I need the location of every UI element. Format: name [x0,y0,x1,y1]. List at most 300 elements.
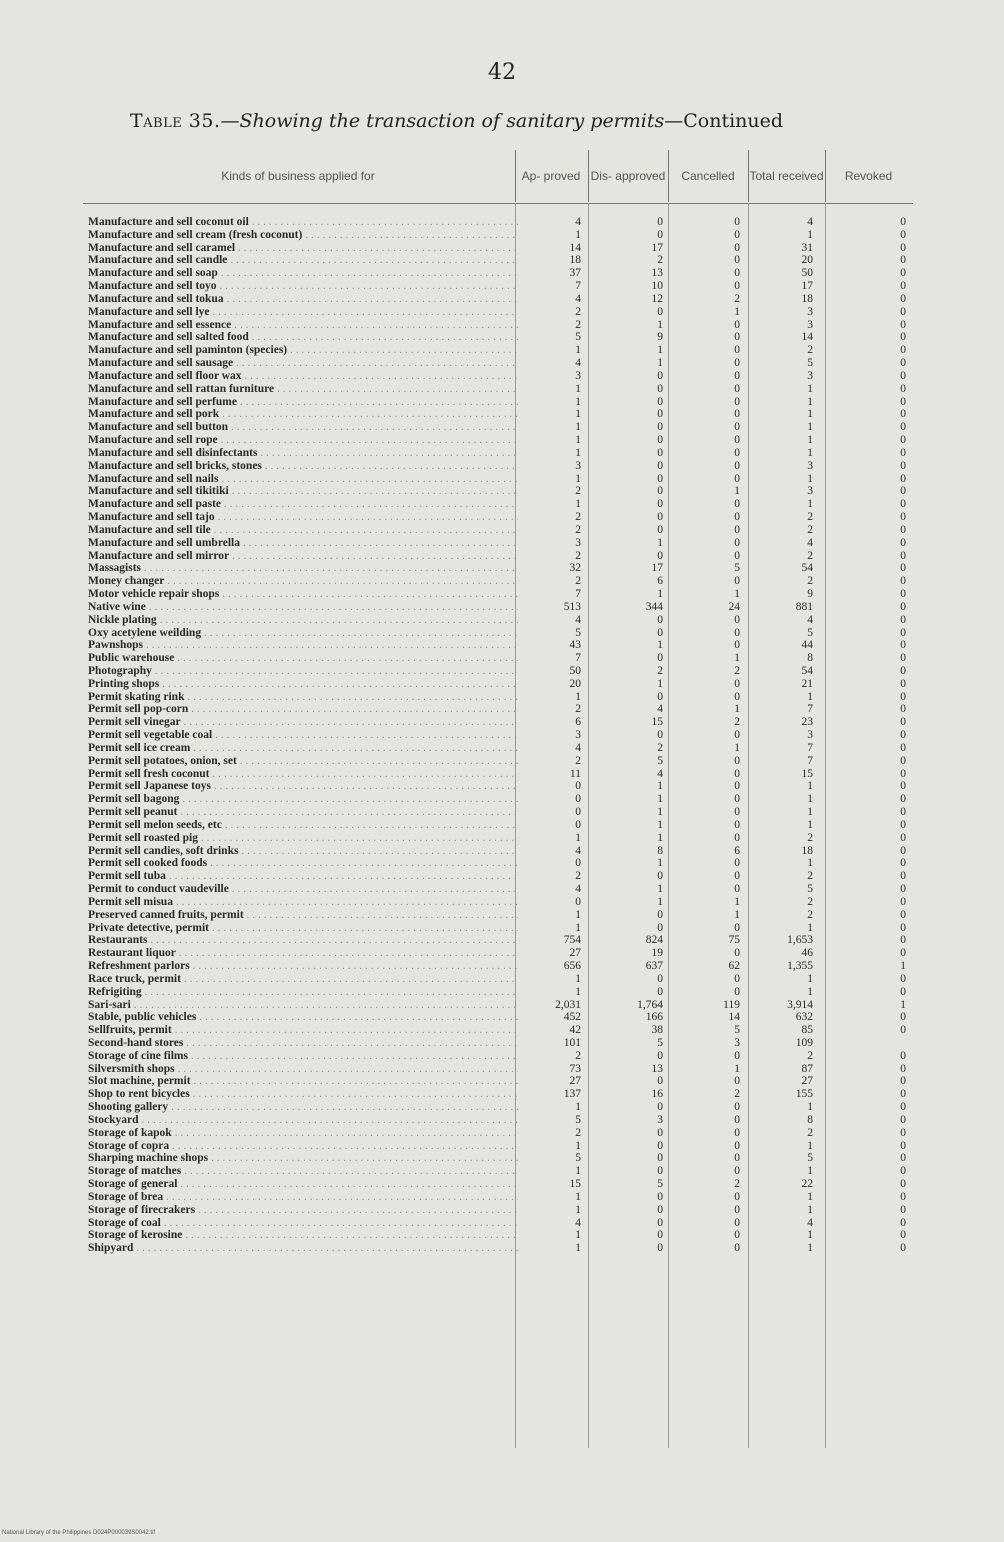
cancelled-cell: 0 [734,1152,740,1165]
business-kind-cell: Permit sell potatoes, onion, set . . . [88,755,518,768]
cancelled-cell: 0 [734,1216,740,1229]
business-kind-cell: Manufacture and sell sausage . . . [88,357,518,370]
table-row [83,1024,913,1037]
disapproved-cell: 0 [657,459,663,472]
revoked-cell: 0 [900,1190,906,1203]
disapproved-cell: 17 [651,241,663,254]
total-cell: 85 [801,1024,813,1037]
total-cell: 1 [807,421,813,434]
cancelled-cell: 0 [734,408,740,421]
business-kind-cell: Shipyard . . . [88,1242,518,1255]
table-row [83,575,913,588]
revoked-cell: 1 [900,960,906,973]
cancelled-cell: 0 [734,613,740,626]
scan-footer-note: National Library of the Philippines D024P000039S0042.tif [2,1530,156,1536]
cancelled-cell: 0 [734,267,740,280]
revoked-cell: 0 [900,511,906,524]
approved-cell: 2 [575,1049,581,1062]
business-kind-cell: Slot machine, permit . . . [88,1075,518,1088]
approved-cell: 1 [575,1165,581,1178]
total-cell: 1 [807,793,813,806]
business-kind-cell: Pawnshops . . . [88,639,518,652]
total-cell: 2 [807,1126,813,1139]
total-cell: 14 [801,331,813,344]
approved-cell: 0 [575,895,581,908]
revoked-cell: 0 [900,228,906,241]
table-row [83,434,913,447]
disapproved-cell: 0 [657,1165,663,1178]
cancelled-cell: 5 [734,562,740,575]
approved-cell: 2 [575,549,581,562]
business-kind-cell: Manufacture and sell bricks, stones . . . [88,460,518,473]
approved-cell: 2 [575,305,581,318]
disapproved-cell: 0 [657,1075,663,1088]
disapproved-cell: 0 [657,652,663,665]
cancelled-cell: 0 [734,216,740,228]
disapproved-cell: 0 [657,485,663,498]
disapproved-cell: 0 [657,305,663,318]
business-kind-cell: Second-hand stores . . . [88,1037,518,1050]
table-row [83,1191,913,1204]
disapproved-cell: 0 [657,498,663,511]
disapproved-cell: 0 [657,408,663,421]
revoked-cell: 0 [900,241,906,254]
disapproved-cell: 0 [657,1229,663,1242]
total-cell: 5 [807,883,813,896]
cancelled-cell: 0 [734,318,740,331]
cancelled-cell: 0 [734,1190,740,1203]
table-row [83,819,913,832]
revoked-cell: 0 [900,1139,906,1152]
revoked-cell: 0 [900,741,906,754]
disapproved-cell: 19 [651,947,663,960]
revoked-cell: 0 [900,459,906,472]
cancelled-cell: 0 [734,729,740,742]
total-cell: 2 [807,895,813,908]
total-cell: 155 [795,1088,813,1101]
revoked-cell: 0 [900,600,906,613]
revoked-cell: 0 [900,806,906,819]
cancelled-cell: 0 [734,870,740,883]
disapproved-cell: 0 [657,985,663,998]
cancelled-cell: 0 [734,972,740,985]
revoked-cell: 0 [900,972,906,985]
table-row [83,396,913,409]
cancelled-cell: 0 [734,1229,740,1242]
revoked-cell: 0 [900,408,906,421]
table-row [83,793,913,806]
approved-cell: 1 [575,344,581,357]
disapproved-cell: 0 [657,228,663,241]
total-cell: 54 [801,562,813,575]
table-row [83,870,913,883]
approved-cell: 1 [575,1242,581,1255]
approved-cell: 4 [575,216,581,228]
table-row [83,537,913,550]
business-kind-cell: Stockyard . . . [88,1114,518,1127]
revoked-cell: 0 [900,498,906,511]
header-disapproved: Dis- approved [590,168,666,183]
business-kind-cell: Manufacture and sell toyo . . . [88,280,518,293]
cancelled-cell: 1 [734,588,740,601]
cancelled-cell: 0 [734,1049,740,1062]
cancelled-cell: 0 [734,818,740,831]
cancelled-cell: 6 [734,844,740,857]
disapproved-cell: 2 [657,741,663,754]
table-title-tail: —Continued [664,110,784,132]
disapproved-cell: 1 [657,818,663,831]
disapproved-cell: 1 [657,806,663,819]
approved-cell: 32 [569,562,581,575]
cancelled-cell: 1 [734,741,740,754]
table-row [83,293,913,306]
business-kind-cell: Stable, public vehicles . . . [88,1011,518,1024]
approved-cell: 0 [575,780,581,793]
approved-cell: 14 [569,241,581,254]
business-kind-cell: Permit sell fresh coconut . . . [88,768,518,781]
disapproved-cell: 2 [657,254,663,267]
business-kind-cell: Nickle plating . . . [88,614,518,627]
table-row [83,421,913,434]
approved-cell: 27 [569,947,581,960]
disapproved-cell: 0 [657,908,663,921]
cancelled-cell: 0 [734,331,740,344]
header-total: Total received [749,168,824,183]
total-cell: 50 [801,267,813,280]
table-row [83,1127,913,1140]
total-cell: 3 [807,369,813,382]
total-cell: 8 [807,652,813,665]
cancelled-cell: 0 [734,498,740,511]
approved-cell: 1 [575,408,581,421]
disapproved-cell: 0 [657,729,663,742]
business-kind-cell: Manufacture and sell cream (fresh coconut) . . . [88,229,518,242]
table-row [83,498,913,511]
approved-cell: 5 [575,1113,581,1126]
table-row [83,562,913,575]
disapproved-cell: 12 [651,292,663,305]
cancelled-cell: 0 [734,626,740,639]
cancelled-cell: 0 [734,549,740,562]
table-row [83,832,913,845]
total-cell: 18 [801,844,813,857]
disapproved-cell: 3 [657,1113,663,1126]
total-cell: 2 [807,831,813,844]
table-row [83,729,913,742]
disapproved-cell: 1 [657,895,663,908]
disapproved-cell: 0 [657,472,663,485]
approved-cell: 3 [575,536,581,549]
revoked-cell: 0 [900,664,906,677]
table-row [83,242,913,255]
revoked-cell: 0 [900,523,906,536]
total-cell: 4 [807,216,813,228]
total-cell: 1 [807,472,813,485]
approved-cell: 137 [563,1088,581,1101]
approved-cell: 1 [575,972,581,985]
cancelled-cell: 0 [734,421,740,434]
total-cell: 2 [807,549,813,562]
approved-cell: 4 [575,357,581,370]
cancelled-cell: 5 [734,1024,740,1037]
total-cell: 3 [807,305,813,318]
table-row [83,550,913,563]
revoked-cell: 0 [900,280,906,293]
business-kind-cell: Manufacture and sell button . . . [88,421,518,434]
business-kind-cell: Storage of kerosine . . . [88,1229,518,1242]
business-kind-cell: Permit sell vegetable coal . . . [88,729,518,742]
approved-cell: 7 [575,652,581,665]
table-row [83,588,913,601]
disapproved-cell: 1 [657,536,663,549]
business-kind-cell: Manufacture and sell tikitiki . . . [88,485,518,498]
cancelled-cell: 1 [734,305,740,318]
disapproved-cell: 0 [657,216,663,228]
cancelled-cell: 0 [734,1242,740,1255]
business-kind-cell: Silversmith shops . . . [88,1063,518,1076]
disapproved-cell: 1 [657,831,663,844]
business-kind-cell: Manufacture and sell pork . . . [88,408,518,421]
revoked-cell: 0 [900,446,906,459]
cancelled-cell: 0 [734,831,740,844]
approved-cell: 42 [569,1024,581,1037]
table-row [83,947,913,960]
revoked-cell: 0 [900,677,906,690]
approved-cell: 1 [575,382,581,395]
table-row [83,447,913,460]
total-cell: 3 [807,485,813,498]
revoked-cell: 0 [900,292,906,305]
disapproved-cell: 0 [657,382,663,395]
total-cell: 7 [807,703,813,716]
cancelled-cell: 0 [734,806,740,819]
approved-cell: 2 [575,870,581,883]
cancelled-cell: 1 [734,652,740,665]
table-row [83,485,913,498]
disapproved-cell: 1 [657,883,663,896]
cancelled-cell: 0 [734,1075,740,1088]
disapproved-cell: 824 [645,934,663,947]
revoked-cell: 0 [900,857,906,870]
disapproved-cell: 10 [651,280,663,293]
revoked-cell: 0 [900,369,906,382]
table-row [83,1242,913,1255]
table-row [83,280,913,293]
revoked-cell: 0 [900,793,906,806]
revoked-cell: 0 [900,1113,906,1126]
disapproved-cell: 0 [657,1152,663,1165]
business-kind-cell: Shooting gallery . . . [88,1101,518,1114]
approved-cell: 2 [575,523,581,536]
business-kind-cell: Motor vehicle repair shops . . . [88,588,518,601]
table-header [83,150,913,202]
table-row [83,806,913,819]
disapproved-cell: 16 [651,1088,663,1101]
business-kind-cell: Manufacture and sell soap . . . [88,267,518,280]
revoked-cell: 0 [900,1165,906,1178]
total-cell: 1 [807,806,813,819]
disapproved-cell: 166 [645,1011,663,1024]
revoked-cell: 0 [900,331,906,344]
business-kind-cell: Massagists . . . [88,562,518,575]
cancelled-cell: 0 [734,690,740,703]
approved-cell: 3 [575,729,581,742]
total-cell: 46 [801,947,813,960]
approved-cell: 1 [575,921,581,934]
total-cell: 1,355 [787,960,813,973]
revoked-cell: 0 [900,831,906,844]
approved-cell: 1 [575,985,581,998]
disapproved-cell: 0 [657,1126,663,1139]
approved-cell: 2 [575,575,581,588]
approved-cell: 2 [575,318,581,331]
business-kind-cell: Manufacture and sell coconut oil . . . [88,216,518,229]
cancelled-cell: 2 [734,1178,740,1191]
table-row [83,216,913,229]
business-kind-cell: Money changer . . . [88,575,518,588]
business-kind-cell: Manufacture and sell umbrella . . . [88,537,518,550]
table-row [83,1229,913,1242]
approved-cell: 18 [569,254,581,267]
approved-cell: 4 [575,292,581,305]
total-cell: 3 [807,318,813,331]
business-kind-cell: Sharping machine shops . . . [88,1152,518,1165]
cancelled-cell: 0 [734,947,740,960]
approved-cell: 4 [575,1216,581,1229]
cancelled-cell: 0 [734,459,740,472]
cancelled-cell: 14 [728,1011,740,1024]
cancelled-cell: 119 [723,998,740,1011]
cancelled-cell: 2 [734,1088,740,1101]
revoked-cell: 0 [900,652,906,665]
cancelled-cell: 0 [734,639,740,652]
total-cell: 3,914 [787,998,813,1011]
disapproved-cell: 0 [657,1216,663,1229]
total-cell: 1,653 [787,934,813,947]
table-row [83,370,913,383]
approved-cell: 2,031 [555,998,581,1011]
total-cell: 1 [807,228,813,241]
disapproved-cell: 1,764 [637,998,663,1011]
disapproved-cell: 8 [657,844,663,857]
business-kind-cell: Manufacture and sell rope . . . [88,434,518,447]
approved-cell: 656 [563,960,581,973]
cancelled-cell: 0 [734,754,740,767]
cancelled-cell: 0 [734,357,740,370]
total-cell: 1 [807,382,813,395]
total-cell: 1 [807,408,813,421]
approved-cell: 37 [569,267,581,280]
total-cell: 1 [807,780,813,793]
approved-cell: 1 [575,1139,581,1152]
table-row [83,1050,913,1063]
cancelled-cell: 3 [734,1037,740,1049]
total-cell: 2 [807,575,813,588]
cancelled-cell: 0 [734,1113,740,1126]
table-row [83,1204,913,1217]
revoked-cell: 0 [900,1216,906,1229]
revoked-cell: 0 [900,1229,906,1242]
total-cell: 4 [807,613,813,626]
business-kind-cell: Sellfruits, permit . . . [88,1024,518,1037]
cancelled-cell: 0 [734,434,740,447]
business-kind-cell: Manufacture and sell disinfectants . . . [88,447,518,460]
revoked-cell: 0 [900,344,906,357]
cancelled-cell: 1 [734,703,740,716]
revoked-cell: 0 [900,588,906,601]
table-row [83,1178,913,1191]
total-cell: 9 [807,588,813,601]
business-kind-cell: Permit sell cooked foods . . . [88,857,518,870]
approved-cell: 43 [569,639,581,652]
revoked-cell: 0 [900,1178,906,1191]
total-cell: 15 [801,767,813,780]
business-kind-cell: Permit sell roasted pig . . . [88,832,518,845]
business-kind-cell: Storage of coal . . . [88,1217,518,1230]
approved-cell: 101 [563,1037,581,1049]
table-row [83,639,913,652]
disapproved-cell: 13 [651,1062,663,1075]
business-kind-cell: Manufacture and sell rattan furniture . . . [88,383,518,396]
disapproved-cell: 0 [657,626,663,639]
disapproved-cell: 15 [651,716,663,729]
total-cell: 109 [795,1037,813,1049]
business-kind-cell: Storage of copra . . . [88,1140,518,1153]
total-cell: 1 [807,1165,813,1178]
cancelled-cell: 0 [734,523,740,536]
table-row [83,665,913,678]
revoked-cell: 0 [900,908,906,921]
revoked-cell: 0 [900,1075,906,1088]
cancelled-cell: 0 [734,536,740,549]
revoked-cell: 0 [900,575,906,588]
total-cell: 7 [807,741,813,754]
header-revoked: Revoked [844,168,893,183]
table-row [83,1011,913,1024]
revoked-cell: 0 [900,1242,906,1255]
total-cell: 22 [801,1178,813,1191]
page-number: 42 [488,60,516,85]
revoked-cell: 0 [900,613,906,626]
approved-cell: 1 [575,446,581,459]
business-kind-cell: Permit to conduct vaudeville . . . [88,883,518,896]
revoked-cell: 0 [900,357,906,370]
approved-cell: 1 [575,1190,581,1203]
business-kind-cell: Permit sell candies, soft drinks . . . [88,845,518,858]
cancelled-cell: 0 [734,1165,740,1178]
total-cell: 3 [807,729,813,742]
business-kind-cell: Manufacture and sell salted food . . . [88,331,518,344]
business-kind-cell: Restaurants . . . [88,934,518,947]
disapproved-cell: 0 [657,870,663,883]
table-row [83,524,913,537]
disapproved-cell: 1 [657,318,663,331]
table-title-italic: —Showing the transaction of sanitary permits [220,110,665,132]
approved-cell: 1 [575,831,581,844]
business-kind-cell: Permit sell peanut . . . [88,806,518,819]
revoked-cell: 0 [900,626,906,639]
table-row [83,986,913,999]
table-row [83,254,913,267]
revoked-cell: 1 [900,998,906,1011]
disapproved-cell: 1 [657,857,663,870]
disapproved-cell: 1 [657,677,663,690]
table-row [83,768,913,781]
approved-cell: 7 [575,588,581,601]
approved-cell: 15 [569,1178,581,1191]
table-row [83,652,913,665]
table-row [83,960,913,973]
